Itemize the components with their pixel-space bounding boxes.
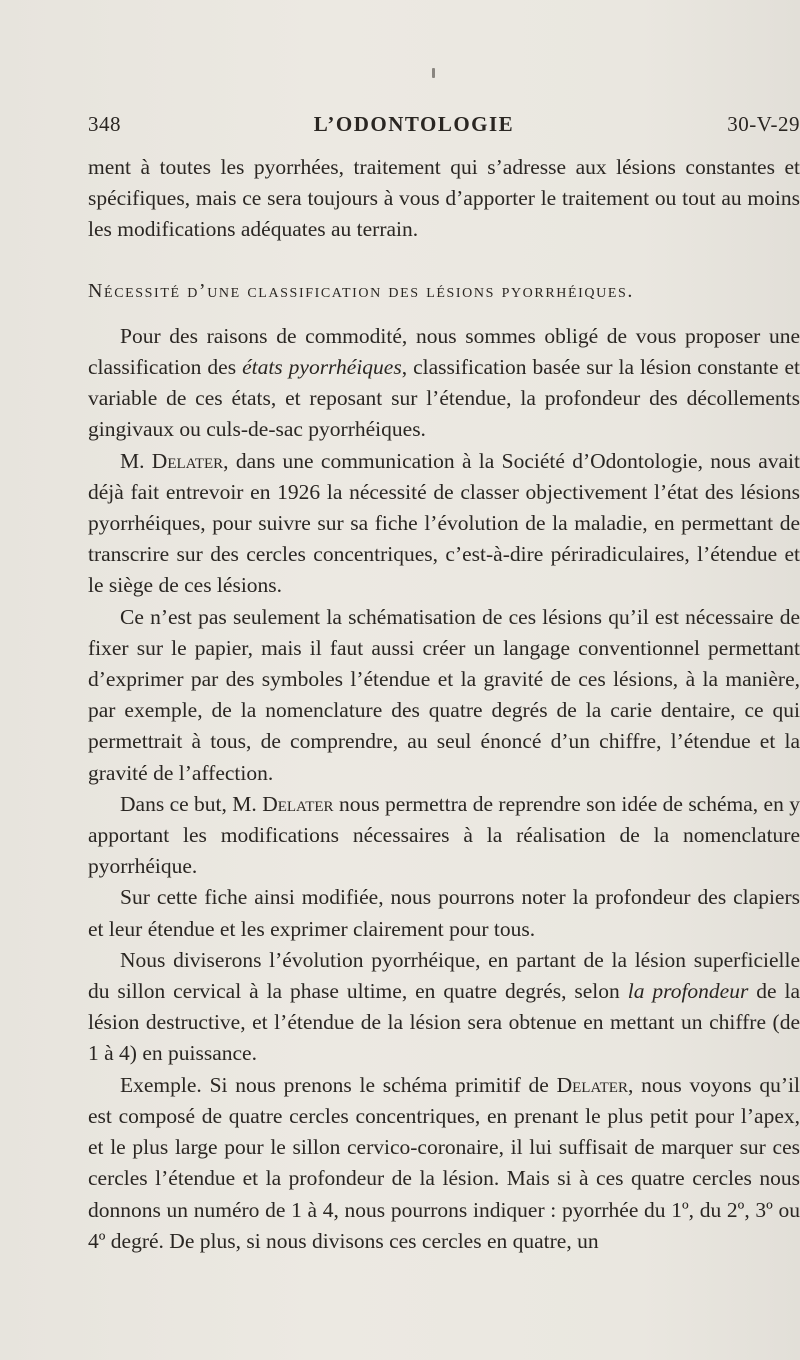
paragraph: Ce n’est pas seulement la schématisation de ces lésions qu’il est nécessaire de fixer sur le papier, mais il faut aussi créer un langage conventionnel permettant d’exprimer par des symboles l’étendue et la gravité de ces lésions, à la manière, par exemple, de la nomenclature des quatre degrés de la carie dentaire, ce qui permettrait à tous, de comprendre, au seul énoncé d’un chiffre, l’étendue et la gravité de l’affection. — [88, 604, 800, 785]
ink-speck — [432, 68, 435, 78]
section-heading: Nécessité d’une classification des lésions pyorrhéiques. — [88, 279, 634, 302]
paragraph: Sur cette fiche ainsi modifiée, nous pourrons noter la profondeur des clapiers et leur étendue et les exprimer clairement pour tous. — [88, 885, 800, 941]
italic-term: la profondeur — [627, 979, 749, 1004]
paragraph: Pour des raisons de commodité, nous sommes obligé de vous proposer une classification des états pyorrhéiques, classification basée sur la lésion constante et variable de ces états, et reposant sur l’étendue, la profondeur des décollements gingivaux ou culs-de-sac pyorrhéiques. — [88, 323, 800, 442]
italic-term: états pyorrhéiques — [242, 355, 402, 380]
paragraph: Nous diviserons l’évolution pyorrhéique, en partant de la lésion superficielle du sillon cervical à la phase ultime, en quatre degrés, selon la profondeur de la lésion destructive, et l’étendue de la lésion sera obtenue en mettant un chiffre (de 1 à 4) en puissance. — [88, 947, 800, 1066]
paragraph: Exemple. Si nous prenons le schéma primitif de Delater, nous voyons qu’il est composé de quatre cercles concentriques, en prenant le plus petit pour l’apex, et le plus large pour le sillon cervico-coronaire, il lui suffisait de marquer sur ces cercles l’étendue et la profondeur de la lésion. Mais si à ces quatre cercles nous donnons un numéro de 1 à 4, nous pourrons indiquer : pyorrhée du 1º, du 2º, 3º ou 4º degré. De plus, si nous divisons ces cercles en quatre, un — [88, 1072, 800, 1253]
issue-date: 30-V-29 — [727, 112, 800, 136]
author-name: Delater — [556, 1072, 628, 1097]
paragraph: M. Delater, dans une communication à la Société d’Odontologie, nous avait déjà fait entrevoir en 1926 la nécessité de classer objectivement l’état des lésions pyorrhéiques, pour suivre sur sa fiche l’évolution de la maladie, en permettant de transcrire sur des cercles concentriques, c’est-à-dire périradiculaires, l’étendue et le siège de ces lésions. — [88, 448, 800, 598]
author-name: Delater — [151, 448, 224, 473]
author-name: Delater — [262, 791, 334, 816]
article-body — [88, 152, 800, 1257]
journal-title: L’ODONTOLOGIE — [313, 112, 515, 136]
paragraph: Dans ce but, M. Delater nous permettra de reprendre son idée de schéma, en y apportant les modifications nécessaires à la réalisation de la nomenclature pyorrhéique. — [88, 791, 800, 879]
running-header — [88, 112, 800, 146]
paragraph-continuation: ment à toutes les pyorrhées, traitement qui s’adresse aux lésions constantes et spécifiques, mais ce sera toujours à vous d’apporter le traitement ou tout au moins les modifications adéquates au terrain. — [88, 155, 800, 242]
page-number: 348 — [88, 112, 121, 136]
